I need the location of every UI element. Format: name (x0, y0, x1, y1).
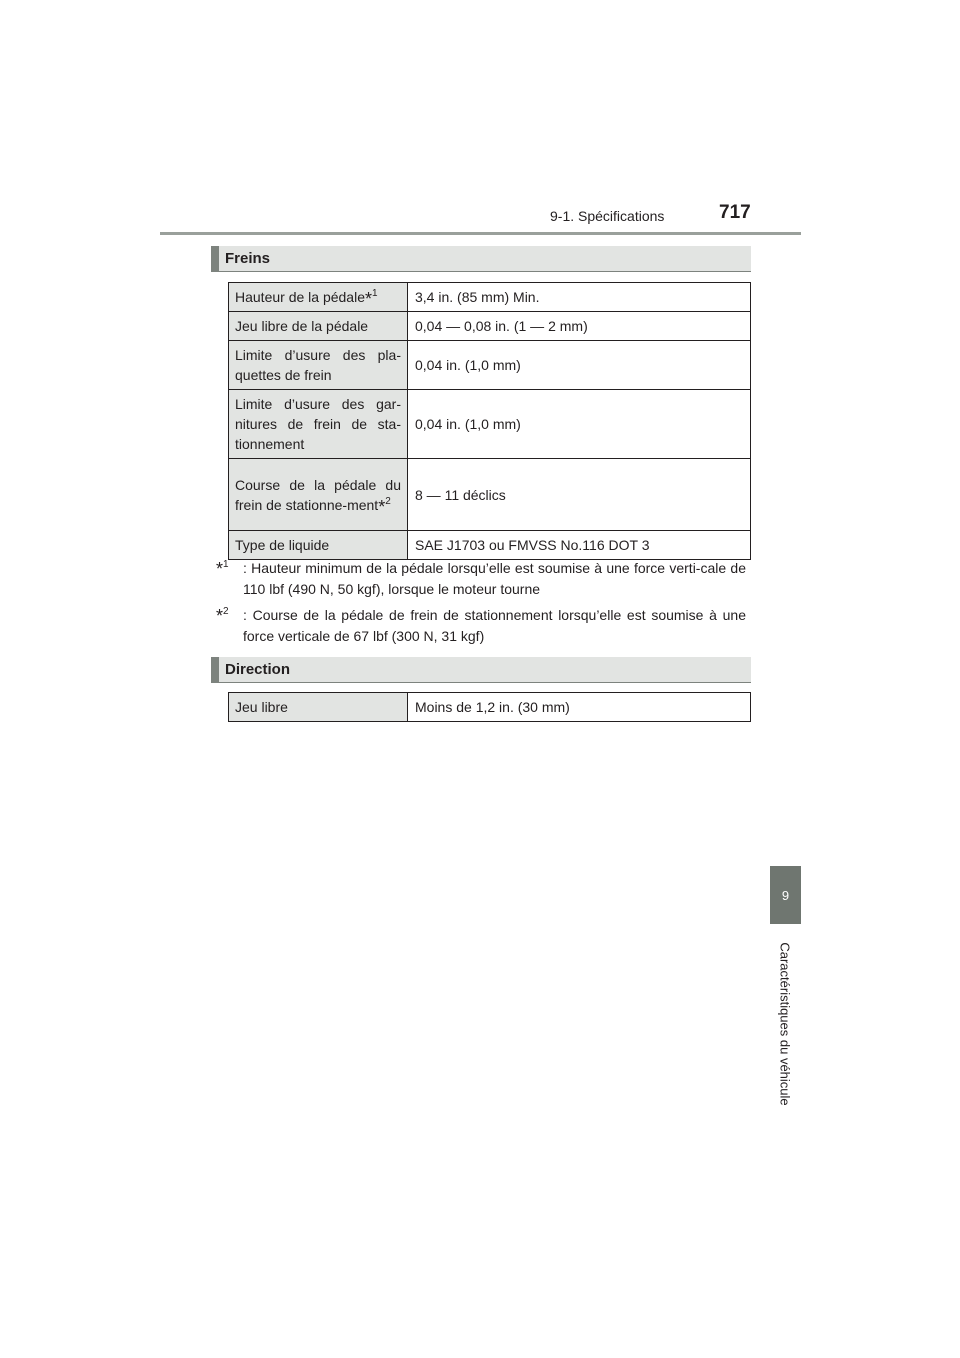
table-row (229, 312, 751, 341)
footnote-1 (216, 558, 746, 600)
row-value: 0,04 in. (1,0 mm) (408, 341, 751, 390)
row-label: Limite d’usure des gar-nitures de frein de sta-tionnement (229, 390, 408, 459)
row-value: 0,04 — 0,08 in. (1 — 2 mm) (408, 312, 751, 341)
footnote-marker: *$^1$ (216, 559, 229, 579)
steering-table (228, 692, 751, 722)
steering-heading (211, 657, 751, 683)
row-label: Limite d’usure des pla-quettes de frein (229, 341, 408, 390)
row-label: Jeu libre de la pédale (229, 312, 408, 341)
row-label: Type de liquide (229, 531, 408, 560)
table-row (229, 390, 751, 459)
steering-title: Direction (225, 661, 291, 678)
footnote-2 (216, 605, 746, 647)
table-row (229, 531, 751, 560)
heading-accent-bar (211, 657, 219, 682)
chapter-tab (770, 866, 801, 924)
row-label: Jeu libre (229, 693, 408, 722)
chapter-number: 9 (781, 887, 790, 903)
heading-accent-bar (211, 246, 219, 271)
row-label: Course de la pédale du frein de stationne-ment*$^2$ (229, 459, 408, 531)
brakes-title: Freins (225, 250, 271, 267)
row-value: Moins de 1,2 in. (30 mm) (408, 693, 751, 722)
footnote-marker: *$^2$ (216, 606, 229, 626)
brakes-table (228, 282, 751, 560)
row-value: 8 — 11 déclics (408, 459, 751, 531)
row-value: SAE J1703 ou FMVSS No.116 DOT 3 (408, 531, 751, 560)
table-row (229, 341, 751, 390)
row-value: 0,04 in. (1,0 mm) (408, 390, 751, 459)
page-number: 717 (719, 202, 751, 223)
table-row (229, 459, 751, 531)
row-value: 3,4 in. (85 mm) Min. (408, 283, 751, 312)
footnote-text: : Hauteur minimum de la pédale lorsqu’elle est soumise à une force verti-cale de 110 lbf (490 N, 50 kgf), lorsque le moteur tourne (243, 560, 746, 597)
brakes-heading (211, 246, 751, 272)
table-row (229, 693, 751, 722)
header-divider (160, 232, 801, 235)
table-row (229, 283, 751, 312)
section-title: 9-1. Spécifications (550, 208, 665, 224)
row-label: Hauteur de la pédale*$^1$ (229, 283, 408, 312)
footnote-text: : Course de la pédale de frein de stationnement lorsqu’elle est soumise à une force verticale de 67 lbf (300 N, 31 kgf) (243, 607, 746, 644)
chapter-title: Caractéristiques du véhicule (777, 942, 793, 1106)
